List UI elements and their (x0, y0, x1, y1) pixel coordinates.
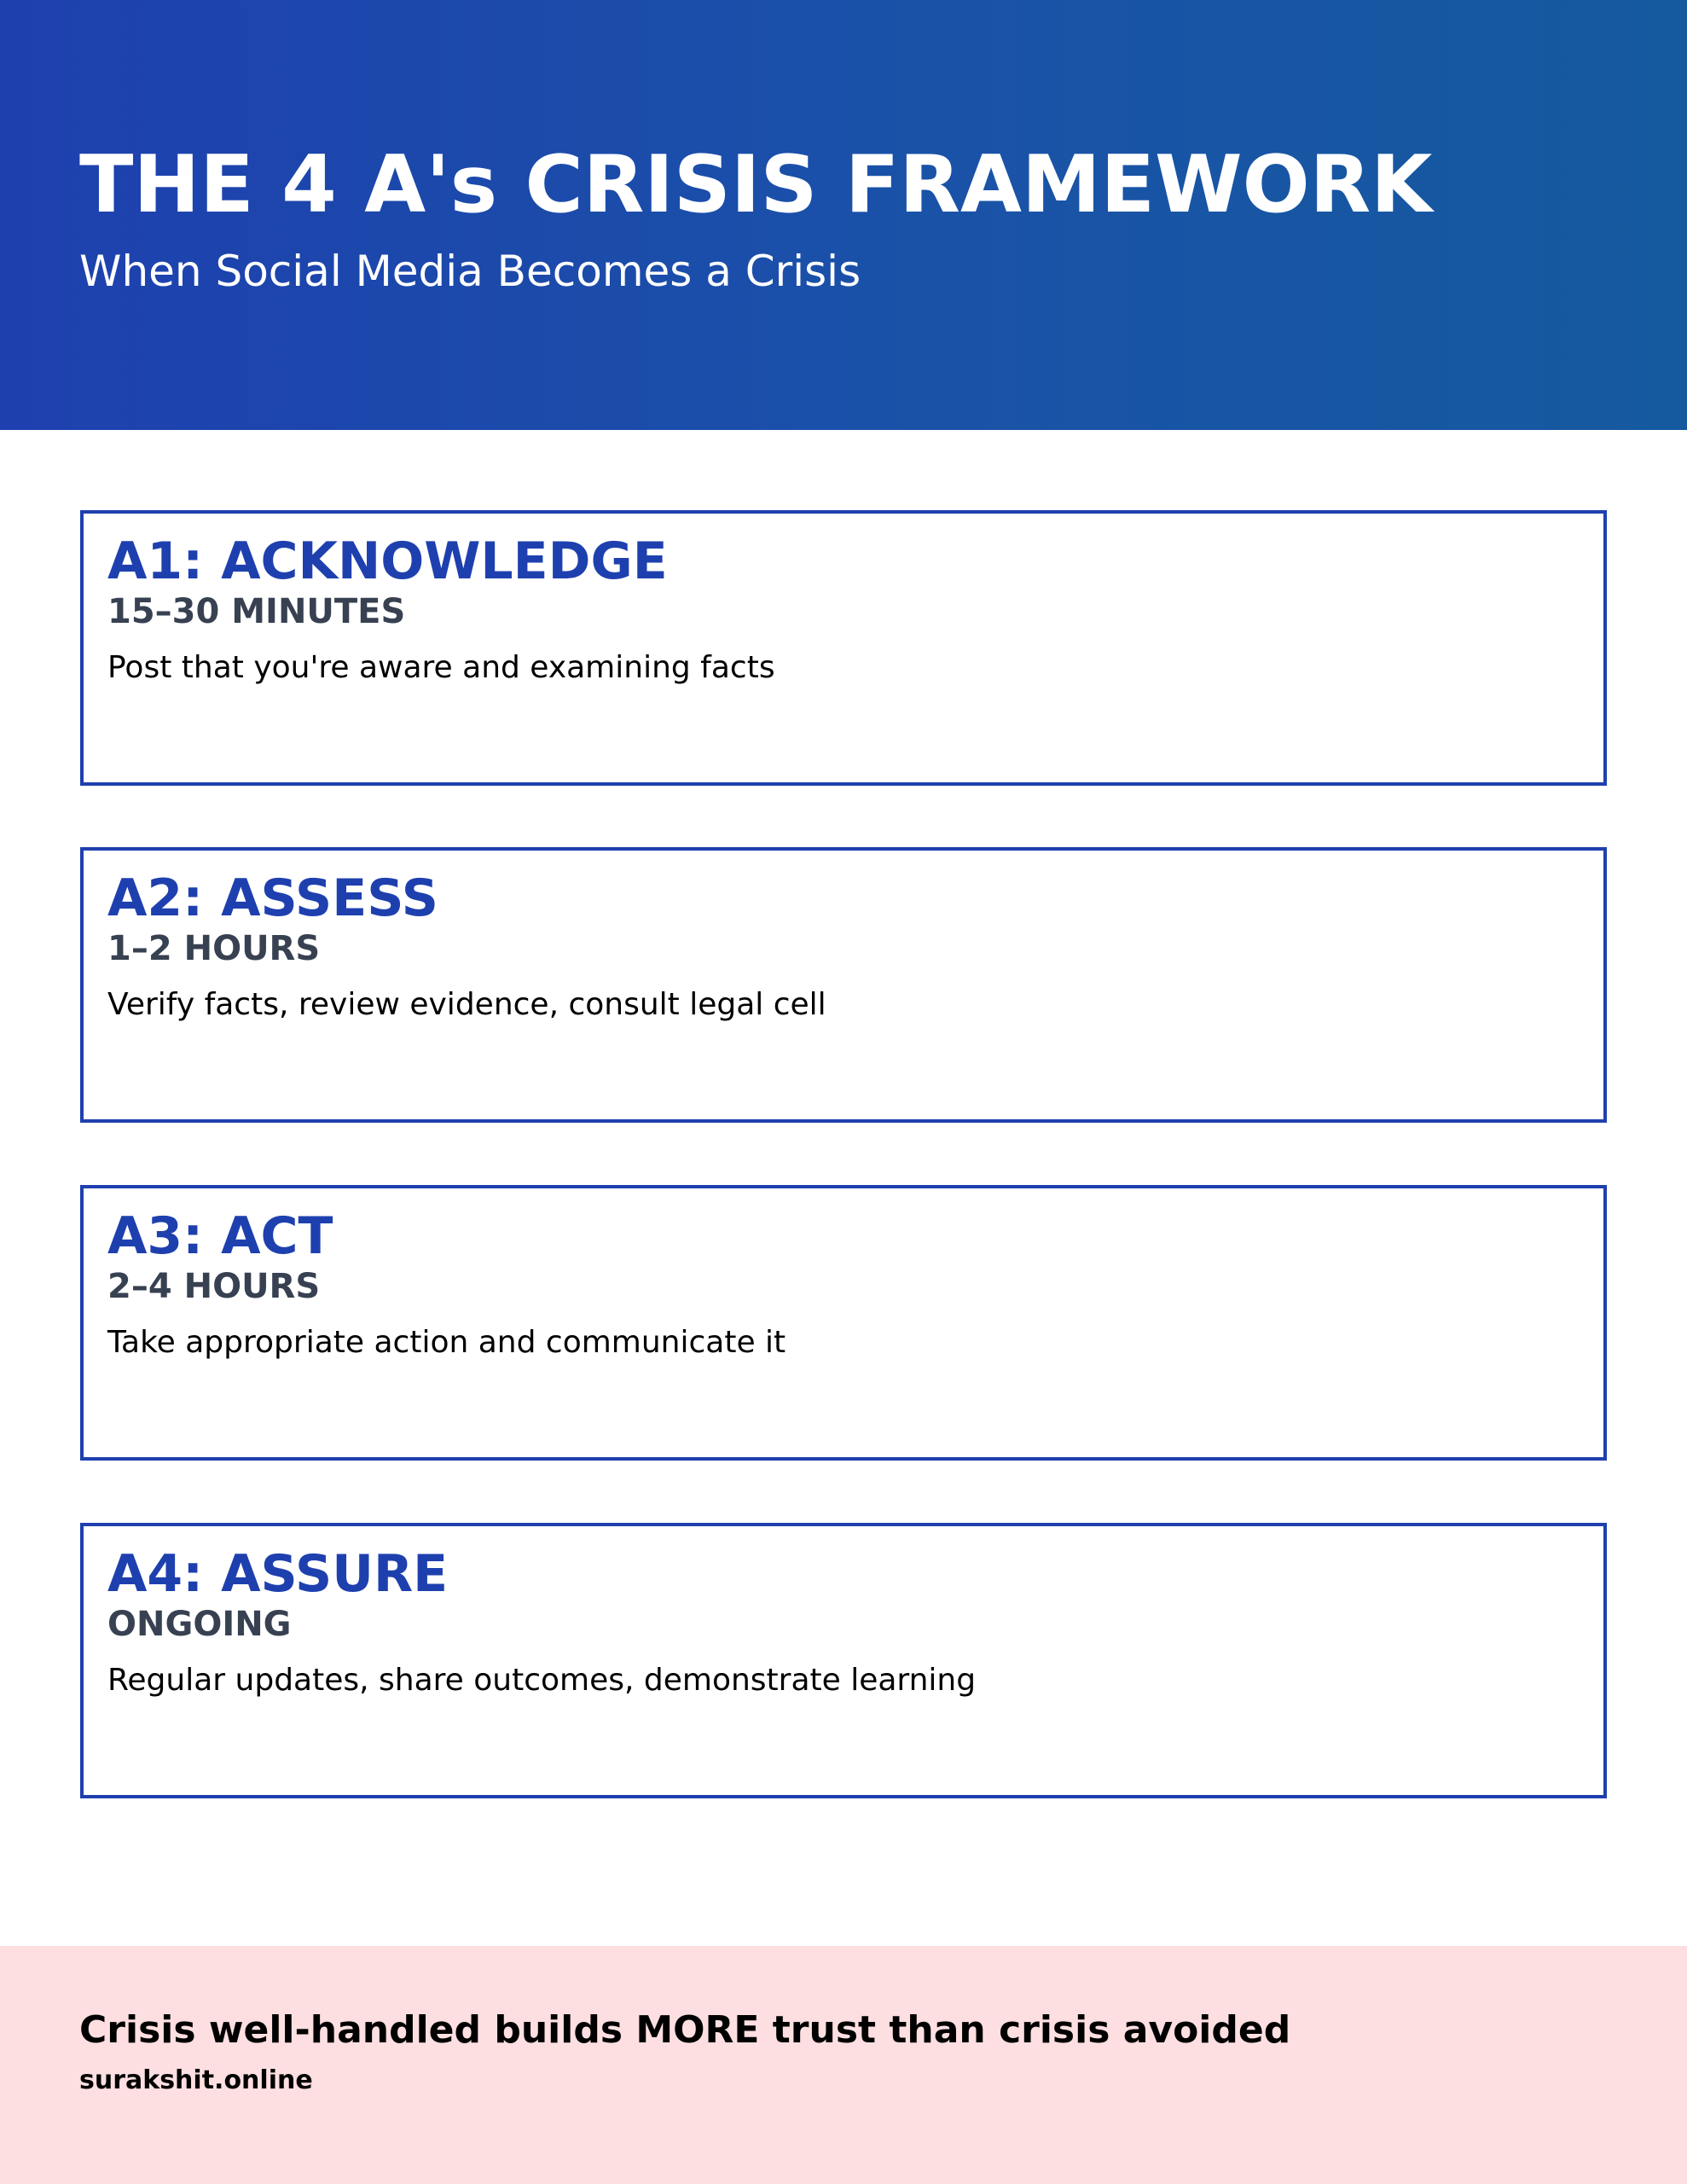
step-title: A4: ASSURE (107, 1544, 449, 1604)
step-timeframe: 1–2 HOURS (107, 929, 321, 968)
step-card-acknowledge (80, 510, 1607, 786)
step-description: Regular updates, share outcomes, demonstrate learning (107, 1663, 977, 1698)
step-timeframe: 15–30 MINUTES (107, 592, 406, 631)
step-description: Verify facts, review evidence, consult legal cell (107, 987, 826, 1022)
step-description: Post that you're aware and examining facts (107, 650, 775, 685)
footer-banner (0, 1946, 1687, 2184)
step-card-assure (80, 1523, 1607, 1798)
page-title: THE 4 A's CRISIS FRAMEWORK (79, 138, 1433, 230)
page-subtitle: When Social Media Becomes a Crisis (79, 247, 861, 296)
step-title: A3: ACT (107, 1206, 333, 1266)
step-card-assess (80, 847, 1607, 1123)
step-title: A1: ACKNOWLEDGE (107, 531, 668, 591)
step-title: A2: ASSESS (107, 868, 438, 928)
footer-quote: Crisis well-handled builds MORE trust than crisis avoided (79, 2008, 1291, 2052)
footer-site: surakshit.online (79, 2065, 313, 2095)
header-banner (0, 0, 1687, 430)
step-timeframe: ONGOING (107, 1605, 292, 1644)
step-timeframe: 2–4 HOURS (107, 1267, 321, 1306)
step-description: Take appropriate action and communicate it (107, 1325, 786, 1360)
step-card-act (80, 1185, 1607, 1461)
